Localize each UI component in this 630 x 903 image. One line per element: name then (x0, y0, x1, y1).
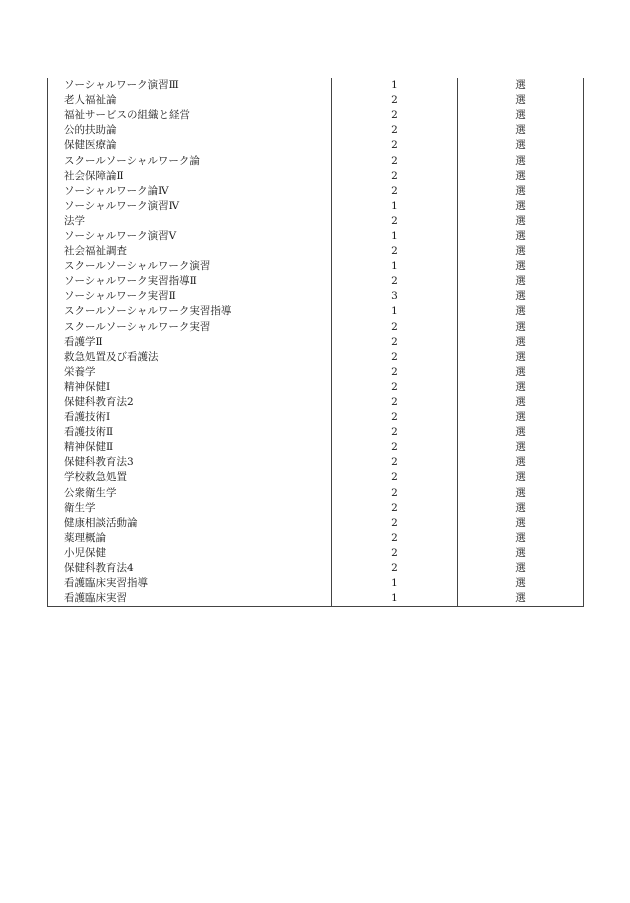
course-credits: 1 (332, 229, 458, 244)
course-name: ソーシャルワーク演習Ⅳ (48, 199, 332, 214)
course-name: 看護臨床実習 (48, 591, 332, 607)
table-row (48, 561, 584, 576)
course-credits: 2 (332, 531, 458, 546)
course-credits: 2 (332, 561, 458, 576)
table-row (48, 546, 584, 561)
table-row (48, 123, 584, 138)
course-name: ソーシャルワーク演習Ⅲ (48, 78, 332, 93)
course-type: 選 (458, 591, 584, 607)
table-row (48, 214, 584, 229)
course-credits: 2 (332, 169, 458, 184)
course-name: スクールソーシャルワーク実習指導 (48, 304, 332, 319)
table-row (48, 274, 584, 289)
course-type: 選 (458, 153, 584, 168)
course-table-body (48, 78, 584, 607)
course-type: 選 (458, 214, 584, 229)
course-name: 公的扶助論 (48, 123, 332, 138)
course-credits: 2 (332, 486, 458, 501)
course-type: 選 (458, 561, 584, 576)
course-name: 保健医療論 (48, 138, 332, 153)
course-credits: 1 (332, 591, 458, 607)
course-name: ソーシャルワーク実習Ⅱ (48, 289, 332, 304)
course-name: ソーシャルワーク実習指導Ⅱ (48, 274, 332, 289)
course-type: 選 (458, 138, 584, 153)
course-type: 選 (458, 455, 584, 470)
course-credits: 2 (332, 108, 458, 123)
course-name: スクールソーシャルワーク実習 (48, 320, 332, 335)
table-row (48, 516, 584, 531)
course-type: 選 (458, 123, 584, 138)
course-name: 小児保健 (48, 546, 332, 561)
course-credits: 2 (332, 184, 458, 199)
table-row (48, 108, 584, 123)
course-credits: 2 (332, 350, 458, 365)
course-name: 法学 (48, 214, 332, 229)
course-name: 薬理概論 (48, 531, 332, 546)
table-row (48, 320, 584, 335)
course-type: 選 (458, 320, 584, 335)
course-name: 健康相談活動論 (48, 516, 332, 531)
table-row (48, 591, 584, 607)
course-name: 学校救急処置 (48, 470, 332, 485)
course-type: 選 (458, 335, 584, 350)
course-name: 社会保障論Ⅱ (48, 169, 332, 184)
course-type: 選 (458, 78, 584, 93)
table-row (48, 410, 584, 425)
course-credits: 2 (332, 470, 458, 485)
course-credits: 1 (332, 78, 458, 93)
course-name: 衛生学 (48, 501, 332, 516)
table-row (48, 486, 584, 501)
course-credits: 2 (332, 546, 458, 561)
course-name: 看護技術Ⅱ (48, 425, 332, 440)
course-credits: 2 (332, 93, 458, 108)
course-type: 選 (458, 229, 584, 244)
course-type: 選 (458, 486, 584, 501)
table-row (48, 93, 584, 108)
course-credits: 1 (332, 576, 458, 591)
table-row (48, 380, 584, 395)
course-name: 看護臨床実習指導 (48, 576, 332, 591)
course-credits: 2 (332, 138, 458, 153)
course-type: 選 (458, 169, 584, 184)
course-name: 栄養学 (48, 365, 332, 380)
course-name: 保健科教育法2 (48, 395, 332, 410)
course-credits: 2 (332, 244, 458, 259)
table-row (48, 169, 584, 184)
course-credits: 2 (332, 395, 458, 410)
table-row (48, 153, 584, 168)
course-name: スクールソーシャルワーク演習 (48, 259, 332, 274)
table-row (48, 244, 584, 259)
table-row (48, 335, 584, 350)
course-credits: 2 (332, 410, 458, 425)
course-credits: 2 (332, 455, 458, 470)
course-type: 選 (458, 289, 584, 304)
table-row (48, 425, 584, 440)
course-credits: 2 (332, 425, 458, 440)
table-row (48, 184, 584, 199)
course-name: 精神保健Ⅰ (48, 380, 332, 395)
course-name: ソーシャルワーク論Ⅳ (48, 184, 332, 199)
course-credits: 2 (332, 335, 458, 350)
course-type: 選 (458, 425, 584, 440)
course-name: 救急処置及び看護法 (48, 350, 332, 365)
table-row (48, 304, 584, 319)
course-type: 選 (458, 274, 584, 289)
course-type: 選 (458, 395, 584, 410)
course-table (47, 78, 584, 607)
course-credits: 2 (332, 123, 458, 138)
course-name: 精神保健Ⅱ (48, 440, 332, 455)
course-credits: 3 (332, 289, 458, 304)
course-type: 選 (458, 440, 584, 455)
course-credits: 2 (332, 501, 458, 516)
table-row (48, 440, 584, 455)
course-name: 保健科教育法3 (48, 455, 332, 470)
course-type: 選 (458, 199, 584, 214)
course-type: 選 (458, 350, 584, 365)
table-row (48, 470, 584, 485)
course-credits: 2 (332, 320, 458, 335)
course-credits: 2 (332, 214, 458, 229)
course-name: 看護学Ⅱ (48, 335, 332, 350)
course-name: 看護技術Ⅰ (48, 410, 332, 425)
course-name: 保健科教育法4 (48, 561, 332, 576)
course-type: 選 (458, 108, 584, 123)
course-name: 福祉サービスの組織と経営 (48, 108, 332, 123)
course-type: 選 (458, 259, 584, 274)
course-type: 選 (458, 244, 584, 259)
course-type: 選 (458, 184, 584, 199)
course-credits: 2 (332, 365, 458, 380)
table-row (48, 455, 584, 470)
course-type: 選 (458, 304, 584, 319)
table-row (48, 229, 584, 244)
table-row (48, 365, 584, 380)
table-row (48, 259, 584, 274)
course-credits: 1 (332, 259, 458, 274)
course-type: 選 (458, 576, 584, 591)
course-type: 選 (458, 470, 584, 485)
course-name: 老人福祉論 (48, 93, 332, 108)
course-credits: 2 (332, 274, 458, 289)
course-name: 公衆衛生学 (48, 486, 332, 501)
course-type: 選 (458, 546, 584, 561)
course-type: 選 (458, 365, 584, 380)
course-type: 選 (458, 501, 584, 516)
course-credits: 2 (332, 380, 458, 395)
course-credits: 2 (332, 153, 458, 168)
table-row (48, 289, 584, 304)
course-type: 選 (458, 531, 584, 546)
course-name: 社会福祉調査 (48, 244, 332, 259)
table-row (48, 531, 584, 546)
course-name: スクールソーシャルワーク論 (48, 153, 332, 168)
course-credits: 2 (332, 440, 458, 455)
course-credits: 1 (332, 304, 458, 319)
course-name: ソーシャルワーク演習Ⅴ (48, 229, 332, 244)
course-type: 選 (458, 410, 584, 425)
course-type: 選 (458, 93, 584, 108)
course-type: 選 (458, 380, 584, 395)
course-credits: 2 (332, 516, 458, 531)
course-credits: 1 (332, 199, 458, 214)
table-row (48, 350, 584, 365)
table-row (48, 395, 584, 410)
table-row (48, 78, 584, 93)
course-type: 選 (458, 516, 584, 531)
table-row (48, 199, 584, 214)
table-row (48, 501, 584, 516)
table-row (48, 576, 584, 591)
table-row (48, 138, 584, 153)
